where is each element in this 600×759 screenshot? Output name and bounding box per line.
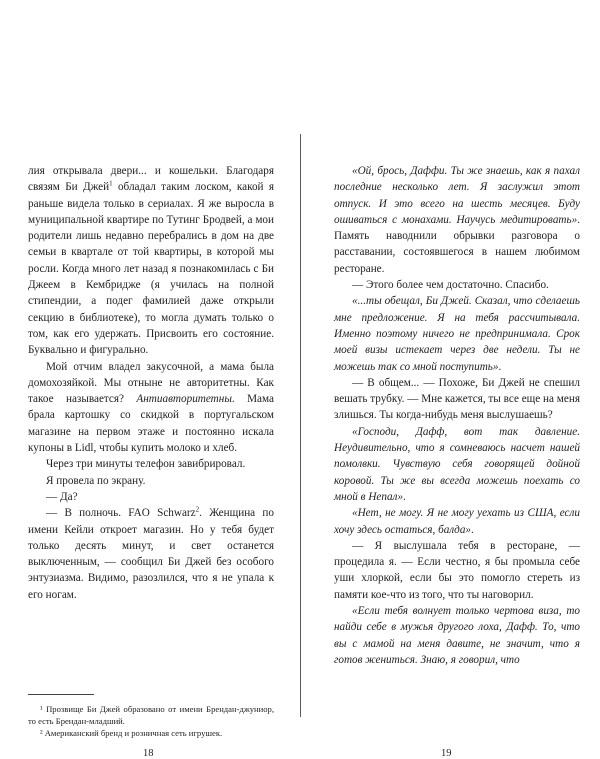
right-paragraph bbox=[334, 505, 580, 538]
text-run: . bbox=[403, 490, 406, 503]
footnote-1: ¹ Прозвище Би Джей образовано от имени Брендан-джуниор, то есть Брендан-младший. bbox=[28, 704, 274, 726]
text-run: — Да? bbox=[46, 490, 78, 503]
italic-run: «Если тебя волнует только чертова виза, то найди себе в мужья другого лоха, Дафф. То, что вы с мамой на меня давите, не значит, что я готов жениться. Знаю, я говорил, что bbox=[334, 605, 580, 666]
left-paragraph bbox=[28, 456, 274, 472]
right-paragraph bbox=[334, 538, 580, 603]
footnote-rule bbox=[28, 694, 94, 695]
text-run: — В полночь. FAO Schwarz bbox=[46, 507, 196, 520]
text-run: . Мама брала картошку со скидкой в португальском магазине на первом этаже и постоянно искала купоны в Lidl, чтобы купить молоко и хлеб. bbox=[28, 393, 274, 455]
right-paragraph bbox=[334, 424, 580, 505]
left-paragraph bbox=[28, 473, 274, 489]
left-page-body bbox=[28, 163, 274, 603]
text-run: — Я выслушала тебя в ресторане, — процедила я. — Если честно, я бы промыла себе уши хлоркой, если бы это помогло стереть из памяти кое-что из того, что ты наговорил. bbox=[334, 539, 580, 601]
italic-run: «...ты обещал, Би Джей. Сказал, что сделаешь мне предложение. Я на тебя рассчитывала. Именно поэтому ничего не предпринимала. Срок моей визы истекает через две недели. Ты не можешь так со мной поступить» bbox=[334, 295, 580, 373]
page-number-right: 19 bbox=[441, 748, 452, 759]
italic-run: Антиавторитетны bbox=[136, 393, 232, 406]
text-run: — В общем... — Похоже, Би Джей не спешил вешать трубку. — Мне кажется, ты все еще на меня злишься. Ты когда-нибудь меня выслушаешь? bbox=[334, 376, 580, 422]
text-run: . Женщина по имени Кейли откроет магазин. Но у тебя будет только десять минут, и свет останется выключенным, — сообщил Би Джей без особого энтузиазма. Видимо, разозлился, что я не упала к его ногам. bbox=[28, 507, 274, 601]
text-run: . bbox=[471, 523, 474, 536]
italic-run: «Ой, брось, Даффи. Ты же знаешь, как я пахал последние несколько лет. Я заслужил этот отпуск. И это всего на шесть месяцев. Буду ошиваться с монахами. Научусь медитировать» bbox=[334, 165, 580, 226]
text-run: Я провела по экрану. bbox=[46, 474, 146, 487]
right-paragraph bbox=[334, 375, 580, 424]
right-page-body bbox=[334, 163, 580, 668]
footnote-2: ² Американский бренд и розничная сеть игрушек. bbox=[40, 728, 223, 738]
right-paragraph bbox=[334, 293, 580, 374]
footnote-ref: 2 bbox=[195, 505, 200, 514]
right-paragraph bbox=[334, 603, 580, 668]
left-paragraph bbox=[28, 163, 274, 359]
left-paragraph bbox=[28, 359, 274, 457]
page-number-left: 18 bbox=[143, 748, 154, 759]
italic-run: «Господи, Дафф, вот так давление. Неудивительно, что я сомневаюсь насчет нашей помолвки. Чувствую себя говорящей дойной коровой. Ты же вы всегда можешь поехать со мной в Непал» bbox=[334, 425, 580, 503]
left-paragraph bbox=[28, 489, 274, 505]
text-run: Мой отчим владел закусочной, а мама была домохозяйкой. Мы отныне не авторитетны. Как такое называется? bbox=[28, 360, 274, 406]
text-run: . bbox=[498, 360, 502, 373]
page-gutter-divider bbox=[300, 134, 301, 717]
text-run: обладал таким лоском, какой я раньше видела только в сериалах. Я же выросла в муниципальной квартире по Тутинг Бродвей, а мои родители лишь недавно перебрались в дом на две семьи в квартале от той квартиры, в которой мы росли. Когда много лет назад я познакомилась с Би Джеем в Кембридже (я училась на полной стипендии, а подег фамилией даже открыли секцию в библиотеке), то могла думать только о том, как его удержать. Присвоить его состояние. Буквально и фигурально. bbox=[28, 181, 274, 357]
right-paragraph bbox=[334, 277, 580, 293]
left-paragraph bbox=[28, 505, 274, 603]
text-run: Через три минуты телефон завибрировал. bbox=[46, 458, 246, 471]
italic-run: «Нет, не могу. Я не могу уехать из США, если хочу здесь остаться, балда» bbox=[334, 507, 580, 536]
footnotes bbox=[28, 703, 274, 739]
footnote-ref: 1 bbox=[109, 179, 113, 188]
right-paragraph bbox=[334, 163, 580, 277]
text-run: лия открывала двери... и кошельки. Благодаря связям Би Джей bbox=[28, 165, 274, 194]
text-run: — Этого более чем достаточно. Спасибо. bbox=[352, 279, 549, 292]
text-run: . Память наводнили обрывки разговора о расставании, состоявшегося в нашем любимом ресторане. bbox=[334, 213, 580, 275]
